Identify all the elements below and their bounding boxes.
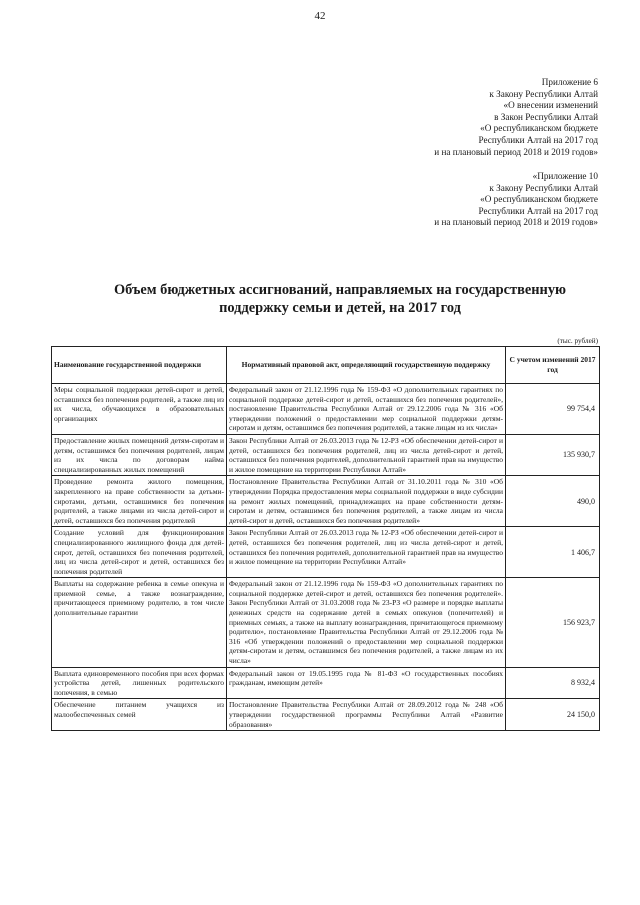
- document-title-line-2: поддержку семьи и детей, на 2017 год: [219, 300, 461, 316]
- amount-cell: 99 754,4: [506, 384, 600, 435]
- page-number: 42: [314, 10, 326, 22]
- appendix-line: Республики Алтай на 2017 год: [478, 205, 598, 216]
- support-name-cell: Выплаты на содержание ребенка в семье опекуна и приемной семье, а также вознаграждение, причитающееся приемному родителю, в том числе дополнительные гарантии: [52, 578, 227, 667]
- support-name-cell: Выплата единовременного пособия при всех формах устройства детей, лишенных родительского попечения, в семью: [52, 667, 227, 699]
- budget-table: [51, 346, 600, 731]
- appendix-line: к Закону Республики Алтай: [489, 88, 598, 99]
- amount-cell: 490,0: [506, 476, 600, 527]
- support-name-cell: Создание условий для функционирования специализированного жилищного фонда для детей-сирот, детей, оставшихся без попечения родителей, лиц из числа детей-сирот и детей, оставшихся без попечения родителей: [52, 527, 227, 578]
- header-support-name: Наименование государственной поддержки: [52, 347, 227, 384]
- support-name-cell: Проведение ремонта жилого помещения, закрепленного на праве собственности за детьми-сиротами, детьми, оставшимися без попечения родителей, а также лицами из числа детей-сирот и детей, оставшихся без попечения родителей: [52, 476, 227, 527]
- legal-act-cell: Федеральный закон от 19.05.1995 года № 81-ФЗ «О государственных пособиях гражданам, имеющим детей»: [227, 667, 506, 699]
- header-legal-act: Нормативный правовой акт, определяющий государственную поддержку: [227, 347, 506, 384]
- legal-act-cell: Постановление Правительства Республики Алтай от 31.10.2011 года № 310 «Об утверждении Порядка предоставления меры социальной поддержки в виде субсидии на ремонт жилых помещений, принадлежащих на праве собственности детям-сиротам и детям, оставшимся без попечения родителей, а также лицам из числа детей-сирот и детей, оставшихся без попечения родителей»: [227, 476, 506, 527]
- appendix-line: «О внесении изменений: [503, 100, 598, 111]
- table-row: [52, 434, 600, 475]
- legal-act-cell: Закон Республики Алтай от 26.03.2013 года № 12-РЗ «Об обеспечении детей-сирот и детей, оставшихся без попечения родителей, лиц из числа детей-сирот и детей, оставшихся без попечения родителей, дополнительной гарантией прав на имущество и жилое помещение на территории Республики Алтай»: [227, 527, 506, 578]
- appendix-10-header: [434, 171, 598, 229]
- legal-act-cell: Закон Республики Алтай от 26.03.2013 года № 12-РЗ «Об обеспечении детей-сирот и детей, оставшихся без попечения родителей, лиц из числа детей-сирот и детей, оставшихся без попечения родителей, дополнительной гарантией прав на имущество и жилое помещение на территории Республики Алтай»: [227, 434, 506, 475]
- header-amount-2017: С учетом изменений 2017 год: [506, 347, 600, 384]
- table-row: [52, 667, 600, 699]
- amount-cell: 8 932,4: [506, 667, 600, 699]
- support-name-cell: Меры социальной поддержки детей-сирот и детей, оставшихся без попечения родителей, а также лиц из их числа, обучающихся в образовательных организациях: [52, 384, 227, 435]
- table-row: [52, 384, 600, 435]
- table-header-row: [52, 347, 600, 384]
- document-title: [60, 281, 620, 317]
- units-label: (тыс. рублей): [557, 337, 598, 345]
- amount-cell: 156 923,7: [506, 578, 600, 667]
- document-title-line-1: Объем бюджетных ассигнований, направляемых на государственную: [113, 282, 567, 298]
- support-name-cell: Обеспечение питанием учащихся из малообеспеченных семей: [52, 699, 227, 731]
- appendix-line: и на плановый период 2018 и 2019 годов»: [434, 146, 598, 157]
- support-name-cell: Предоставление жилых помещений детям-сиротам и детям, оставшимся без попечения родителей, лицам из их числа по договорам найма специализированных жилых помещений: [52, 434, 227, 475]
- legal-act-cell: Федеральный закон от 21.12.1996 года № 159-ФЗ «О дополнительных гарантиях по социальной поддержке детей-сирот и детей, оставшихся без попечения родителей». Закон Республики Алтай от 31.03.2008 года № 23-РЗ «О размере и порядке выплаты денежных средств на содержание детей в семьях опекунов (попечителей) и приемных семьях, а также на выплату вознаграждения, причитающегося приемному родителю», постановление Правительства Республики Алтай от 29.12.2006 года № 316 «Об утверждении положений о предоставлении мер социальной поддержки детям-сиротам и детям, оставшимся без попечения родителей, а также лицам из их числа»: [227, 578, 506, 667]
- appendix-line: Республики Алтай на 2017 год: [478, 134, 598, 145]
- legal-act-cell: Федеральный закон от 21.12.1996 года № 159-ФЗ «О дополнительных гарантиях по социальной поддержке детей-сирот и детей, оставшихся без попечения родителей», постановление Правительства Республики Алтай от 29.12.2006 года № 316 «Об утверждении положений о предоставлении мер социальной поддержки детям-сиротам и детям, оставшимся без попечения родителей, а также лицам из их числа»: [227, 384, 506, 435]
- appendix-line: «О республиканском бюджете: [480, 123, 598, 134]
- legal-act-cell: Постановление Правительства Республики Алтай от 28.09.2012 года № 248 «Об утверждении государственной программы Республики Алтай «Развитие образования»: [227, 699, 506, 731]
- amount-cell: 135 930,7: [506, 434, 600, 475]
- appendix-line: Приложение 6: [541, 77, 598, 87]
- appendix-line: к Закону Республики Алтай: [489, 182, 598, 193]
- table-row: [52, 527, 600, 578]
- appendix-line: в Закон Республики Алтай: [494, 111, 598, 122]
- appendix-line: и на плановый период 2018 и 2019 годов»: [434, 217, 598, 228]
- table-row: [52, 476, 600, 527]
- amount-cell: 1 406,7: [506, 527, 600, 578]
- table-row: [52, 699, 600, 731]
- appendix-line: «Приложение 10: [532, 171, 598, 181]
- amount-cell: 24 150,0: [506, 699, 600, 731]
- table-row: [52, 578, 600, 667]
- appendix-line: «О республиканском бюджете: [480, 194, 598, 205]
- appendix-6-header: [434, 77, 598, 158]
